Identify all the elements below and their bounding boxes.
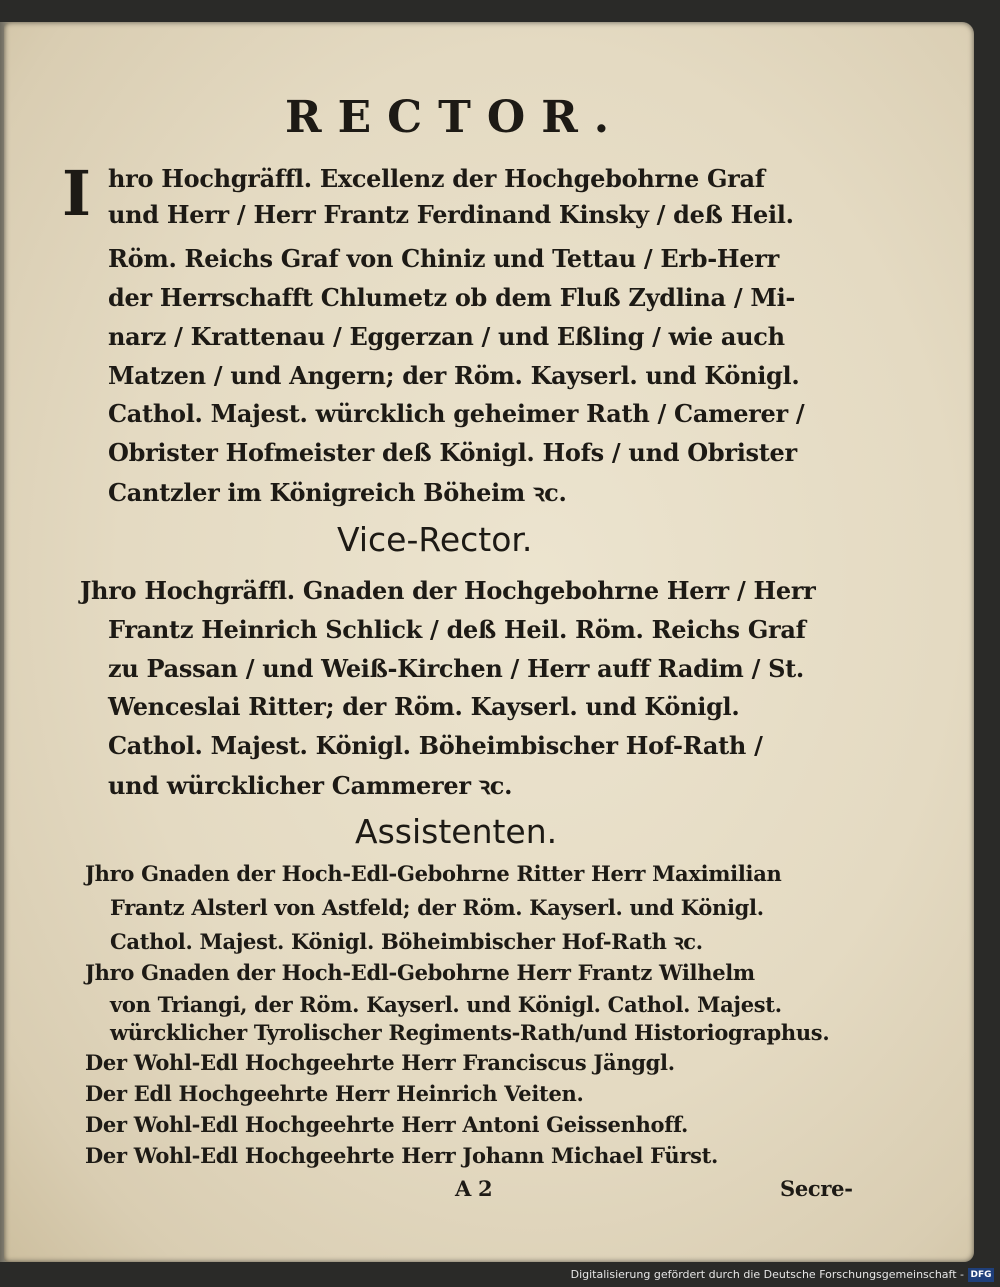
vice-rector-line: Wenceslai Ritter; der Röm. Kayserl. und Königl. xyxy=(108,692,740,721)
assistant-line: Der Wohl-Edl Hochgeehrte Herr Johann Michael Fürst. xyxy=(85,1143,719,1168)
rector-line: der Herrschafft Chlumetz ob dem Fluß Zydlina / Mi- xyxy=(108,283,796,312)
assistant-line: Der Edl Hochgeehrte Herr Heinrich Veiten. xyxy=(85,1081,584,1106)
assistant-line: Cathol. Majest. Königl. Böheimbischer Hof-Rath ꝛc. xyxy=(110,929,703,954)
vice-rector-line: Cathol. Majest. Königl. Böheimbischer Hof-Rath / xyxy=(108,731,763,760)
rector-line: narz / Krattenau / Eggerzan / und Eßling / wie auch xyxy=(108,322,785,351)
vice-rector-line: Jhro Hochgräffl. Gnaden der Hochgebohrne Herr / Herr xyxy=(80,576,816,605)
rector-line: Matzen / und Angern; der Röm. Kayserl. und Königl. xyxy=(108,361,800,390)
rector-line: Röm. Reichs Graf von Chiniz und Tettau / Erb-Herr xyxy=(108,244,779,273)
assistant-line: von Triangi, der Röm. Kayserl. und Königl. Cathol. Majest. xyxy=(110,992,782,1017)
assistant-line: Jhro Gnaden der Hoch-Edl-Gebohrne Ritter Herr Maximilian xyxy=(85,861,782,886)
rector-line: Cathol. Majest. würcklich geheimer Rath / Camerer / xyxy=(108,399,805,428)
assistant-line: Jhro Gnaden der Hoch-Edl-Gebohrne Herr Frantz Wilhelm xyxy=(85,960,755,985)
vice-rector-heading: Vice-Rector. xyxy=(337,520,533,559)
signature-mark: A 2 xyxy=(455,1176,493,1201)
vice-rector-line: Frantz Heinrich Schlick / deß Heil. Röm. Reichs Graf xyxy=(108,615,806,644)
catchword: Secre- xyxy=(780,1176,853,1201)
assistant-line: Frantz Alsterl von Astfeld; der Röm. Kayserl. und Königl. xyxy=(110,895,764,920)
assistant-line: Der Wohl-Edl Hochgeehrte Herr Franciscus Jänggl. xyxy=(85,1050,675,1075)
rector-line: und Herr / Herr Frantz Ferdinand Kinsky / deß Heil. xyxy=(108,200,794,229)
rector-line: hro Hochgräffl. Excellenz der Hochgebohrne Graf xyxy=(108,164,765,193)
funding-credit: Digitalisierung gefördert durch die Deutsche Forschungsgemeinschaft - xyxy=(570,1268,964,1281)
vice-rector-line: zu Passan / und Weiß-Kirchen / Herr auff Radim / St. xyxy=(108,654,804,683)
dfg-logo: DFG xyxy=(968,1268,994,1282)
drop-cap: I xyxy=(62,157,92,230)
assistenten-heading: Assistenten. xyxy=(355,812,558,851)
assistant-line: würcklicher Tyrolischer Regiments-Rath/und Historiographus. xyxy=(110,1020,830,1045)
assistant-line: Der Wohl-Edl Hochgeehrte Herr Antoni Geissenhoff. xyxy=(85,1112,688,1137)
vice-rector-line: und würcklicher Cammerer ꝛc. xyxy=(108,771,513,800)
page-heading: RECTOR. xyxy=(285,92,626,143)
rector-line: Obrister Hofmeister deß Königl. Hofs / und Obrister xyxy=(108,438,797,467)
rector-line: Cantzler im Königreich Böheim ꝛc. xyxy=(108,478,567,507)
